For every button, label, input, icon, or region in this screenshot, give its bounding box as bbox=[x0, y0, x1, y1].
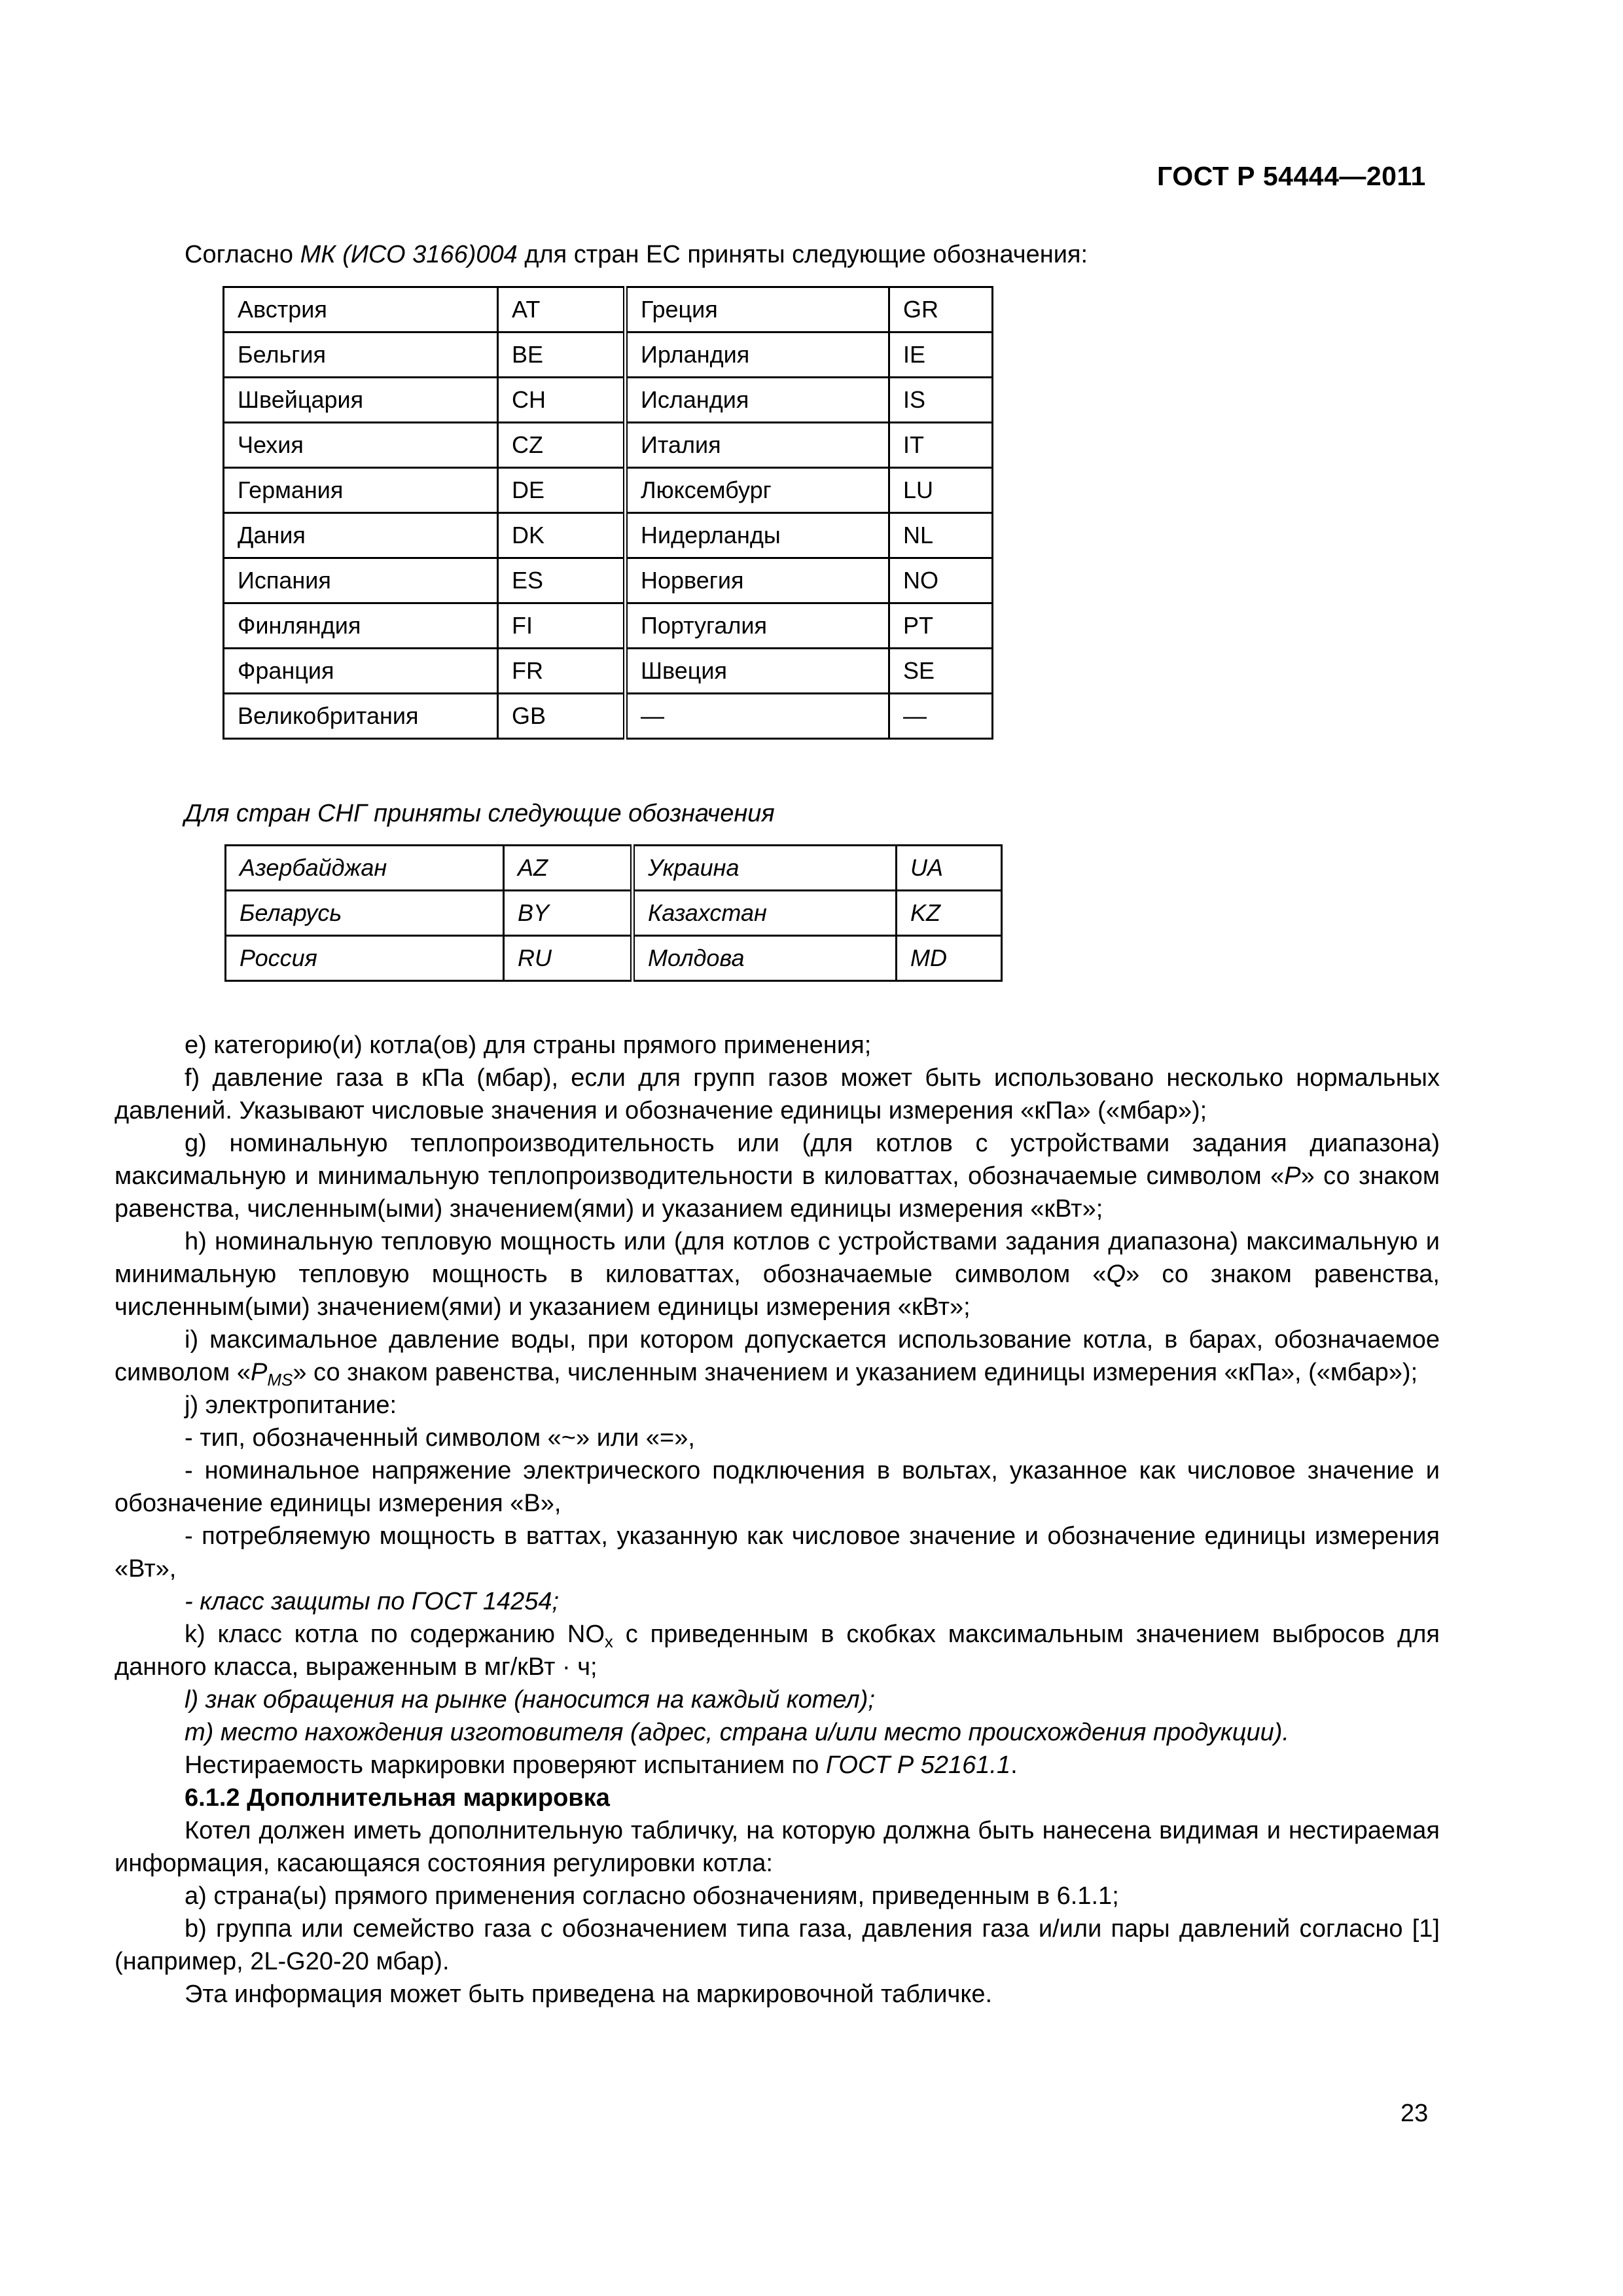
country-code: LU bbox=[889, 468, 993, 513]
country-name: Финляндия bbox=[224, 603, 498, 649]
country-name: Нидерланды bbox=[626, 513, 889, 558]
country-name: Россия bbox=[226, 936, 504, 981]
section-intro: Котел должен иметь дополнительную табличку, на которую должна быть нанесена видимая и нестираемая информация, касающаяся состояния регулировки котла: bbox=[115, 1817, 1440, 1877]
item-text: Нестираемость маркировки проверяют испытанием по bbox=[185, 1751, 826, 1779]
section-heading: 6.1.2 Дополнительная маркировка bbox=[185, 1784, 610, 1812]
country-code: GB bbox=[498, 694, 626, 739]
list-subitem-j-power: - потребляемую мощность в ваттах, указанную как числовое значение и обозначение единицы измерения «Вт», bbox=[115, 1522, 1440, 1583]
cis-caption: Для стран СНГ приняты следующие обозначения bbox=[185, 800, 775, 827]
country-name: Азербайджан bbox=[226, 846, 504, 891]
country-code: FR bbox=[498, 649, 626, 694]
item-text: . bbox=[1010, 1751, 1018, 1779]
item-text: » со знаком равенства, численным(ыми) значением(ями) и указанием единицы измерения «кВт»; bbox=[115, 1162, 1440, 1223]
country-code: NO bbox=[889, 558, 993, 603]
country-name: Швейцария bbox=[224, 378, 498, 423]
list-subitem-j-voltage: - номинальное напряжение электрического подключения в вольтах, указанное как числовое значение и обозначение единицы измерения «В», bbox=[115, 1457, 1440, 1517]
eu-intro-text bbox=[185, 241, 1088, 269]
list-item-e: e) категорию(и) котла(ов) для страны прямого применения; bbox=[185, 1031, 872, 1059]
country-code: RU bbox=[504, 936, 633, 981]
country-code: ES bbox=[498, 558, 626, 603]
country-name: Германия bbox=[224, 468, 498, 513]
country-code: PT bbox=[889, 603, 993, 649]
country-name: Италия bbox=[626, 423, 889, 468]
country-code: GR bbox=[889, 287, 993, 332]
country-name: Австрия bbox=[224, 287, 498, 332]
country-code: DK bbox=[498, 513, 626, 558]
item-text: с приведенным в скобках максимальным значением выбросов для данного класса, выраженным в мг/кВт · ч; bbox=[115, 1621, 1440, 1681]
body-text bbox=[115, 1029, 1440, 2011]
country-code: IS bbox=[889, 378, 993, 423]
table-row bbox=[224, 694, 993, 739]
table-row bbox=[224, 649, 993, 694]
list-item-f: f) давление газа в кПа (мбар), если для групп газов может быть использовано несколько нормальных давлений. Указывают числовые значения и обозначение единицы измерения «кПа» («мбар»); bbox=[115, 1064, 1440, 1124]
country-code: MD bbox=[897, 936, 1002, 981]
symbol-p: P bbox=[250, 1359, 268, 1386]
list-item-m: m) место нахождения изготовителя (адрес, страна и/или место происхождения продукции). bbox=[185, 1719, 1289, 1746]
country-name: Люксембург bbox=[626, 468, 889, 513]
country-code: BE bbox=[498, 332, 626, 378]
country-code: DE bbox=[498, 468, 626, 513]
list-item-g bbox=[115, 1127, 1440, 1225]
country-code: KZ bbox=[897, 891, 1002, 936]
symbol-q: Q bbox=[1106, 1261, 1126, 1288]
country-code: UA bbox=[897, 846, 1002, 891]
list-subitem-j-protection: - класс защиты по ГОСТ 14254; bbox=[185, 1588, 560, 1615]
intro-reference: МК (ИСО 3166)004 bbox=[300, 241, 518, 268]
country-code: CH bbox=[498, 378, 626, 423]
table-row bbox=[224, 513, 993, 558]
country-code: AT bbox=[498, 287, 626, 332]
country-name: Беларусь bbox=[226, 891, 504, 936]
country-name: Чехия bbox=[224, 423, 498, 468]
country-name: Молдова bbox=[633, 936, 897, 981]
country-name: Бельгия bbox=[224, 332, 498, 378]
country-name: Испания bbox=[224, 558, 498, 603]
item-text: » со знаком равенства, численным значением и указанием единицы измерения «кПа», («мбар»); bbox=[293, 1359, 1418, 1386]
table-row bbox=[224, 287, 993, 332]
country-name: Дания bbox=[224, 513, 498, 558]
list-item-l: l) знак обращения на рынке (наносится на каждый котел); bbox=[185, 1686, 875, 1713]
table-row bbox=[224, 332, 993, 378]
country-code: IE bbox=[889, 332, 993, 378]
country-code: AZ bbox=[504, 846, 633, 891]
symbol-p: P bbox=[1284, 1162, 1301, 1190]
table-row bbox=[226, 936, 1002, 981]
cis-country-codes-table bbox=[224, 844, 1003, 982]
page-number: 23 bbox=[1400, 2100, 1429, 2127]
list-item-k bbox=[115, 1618, 1440, 1683]
country-code: CZ bbox=[498, 423, 626, 468]
country-code: NL bbox=[889, 513, 993, 558]
country-name: Казахстан bbox=[633, 891, 897, 936]
table-row bbox=[224, 558, 993, 603]
country-name: Исландия bbox=[626, 378, 889, 423]
country-name: — bbox=[626, 694, 889, 739]
nox-subscript: x bbox=[604, 1632, 613, 1651]
list-subitem-j-type: - тип, обозначенный символом «~» или «=», bbox=[185, 1424, 695, 1452]
item-text: k) класс котла по содержанию NO bbox=[185, 1621, 605, 1648]
eu-country-codes-table bbox=[223, 286, 993, 740]
document-code: ГОСТ Р 54444—2011 bbox=[1157, 161, 1426, 191]
item-text: h) номинальную тепловую мощность или (для котлов с устройствами задания диапазона) максимальную и минимальную тепловую мощность в киловаттах, обозначаемые символом « bbox=[115, 1228, 1440, 1288]
item-text: » со знаком равенства, численным(ыми) значением(ями) и указанием единицы измерения «кВт»; bbox=[115, 1261, 1440, 1321]
item-text: g) номинальную теплопроизводительность или (для котлов с устройствами задания диапазона) максимальную и минимальную теплопроизводительности в киловаттах, обозначаемые символом « bbox=[115, 1130, 1440, 1190]
country-name: Швеция bbox=[626, 649, 889, 694]
closing-note: Эта информация может быть приведена на маркировочной табличке. bbox=[185, 1981, 993, 2008]
list-item-h bbox=[115, 1225, 1440, 1323]
country-name: Греция bbox=[626, 287, 889, 332]
country-name: Португалия bbox=[626, 603, 889, 649]
table-row bbox=[226, 891, 1002, 936]
list-item-i bbox=[115, 1323, 1440, 1389]
intro-text-before: Согласно bbox=[185, 241, 300, 268]
abrasion-test-note bbox=[115, 1749, 1440, 1782]
symbol-subscript: MS bbox=[267, 1370, 293, 1390]
list-item-a: a) страна(ы) прямого применения согласно обозначениям, приведенным в 6.1.1; bbox=[185, 1882, 1119, 1910]
country-name: Франция bbox=[224, 649, 498, 694]
country-code: SE bbox=[889, 649, 993, 694]
country-code: BY bbox=[504, 891, 633, 936]
country-code: IT bbox=[889, 423, 993, 468]
table-row bbox=[224, 378, 993, 423]
list-item-b: b) группа или семейство газа с обозначением типа газа, давления газа и/или пары давлений согласно [1] (например, 2L-G20-20 мбар). bbox=[115, 1915, 1440, 1975]
country-code: — bbox=[889, 694, 993, 739]
table-row bbox=[224, 603, 993, 649]
list-item-j: j) электропитание: bbox=[185, 1391, 397, 1419]
item-text: i) максимальное давление воды, при котором допускается использование котла, в барах, обозначаемое символом « bbox=[115, 1326, 1440, 1386]
table-row bbox=[226, 846, 1002, 891]
country-name: Великобритания bbox=[224, 694, 498, 739]
country-name: Украина bbox=[633, 846, 897, 891]
table-row bbox=[224, 468, 993, 513]
country-code: FI bbox=[498, 603, 626, 649]
table-row bbox=[224, 423, 993, 468]
country-name: Норвегия bbox=[626, 558, 889, 603]
intro-text-after: для стран ЕС приняты следующие обозначения: bbox=[517, 241, 1088, 268]
country-name: Ирландия bbox=[626, 332, 889, 378]
standard-reference: ГОСТ Р 52161.1 bbox=[825, 1751, 1011, 1779]
